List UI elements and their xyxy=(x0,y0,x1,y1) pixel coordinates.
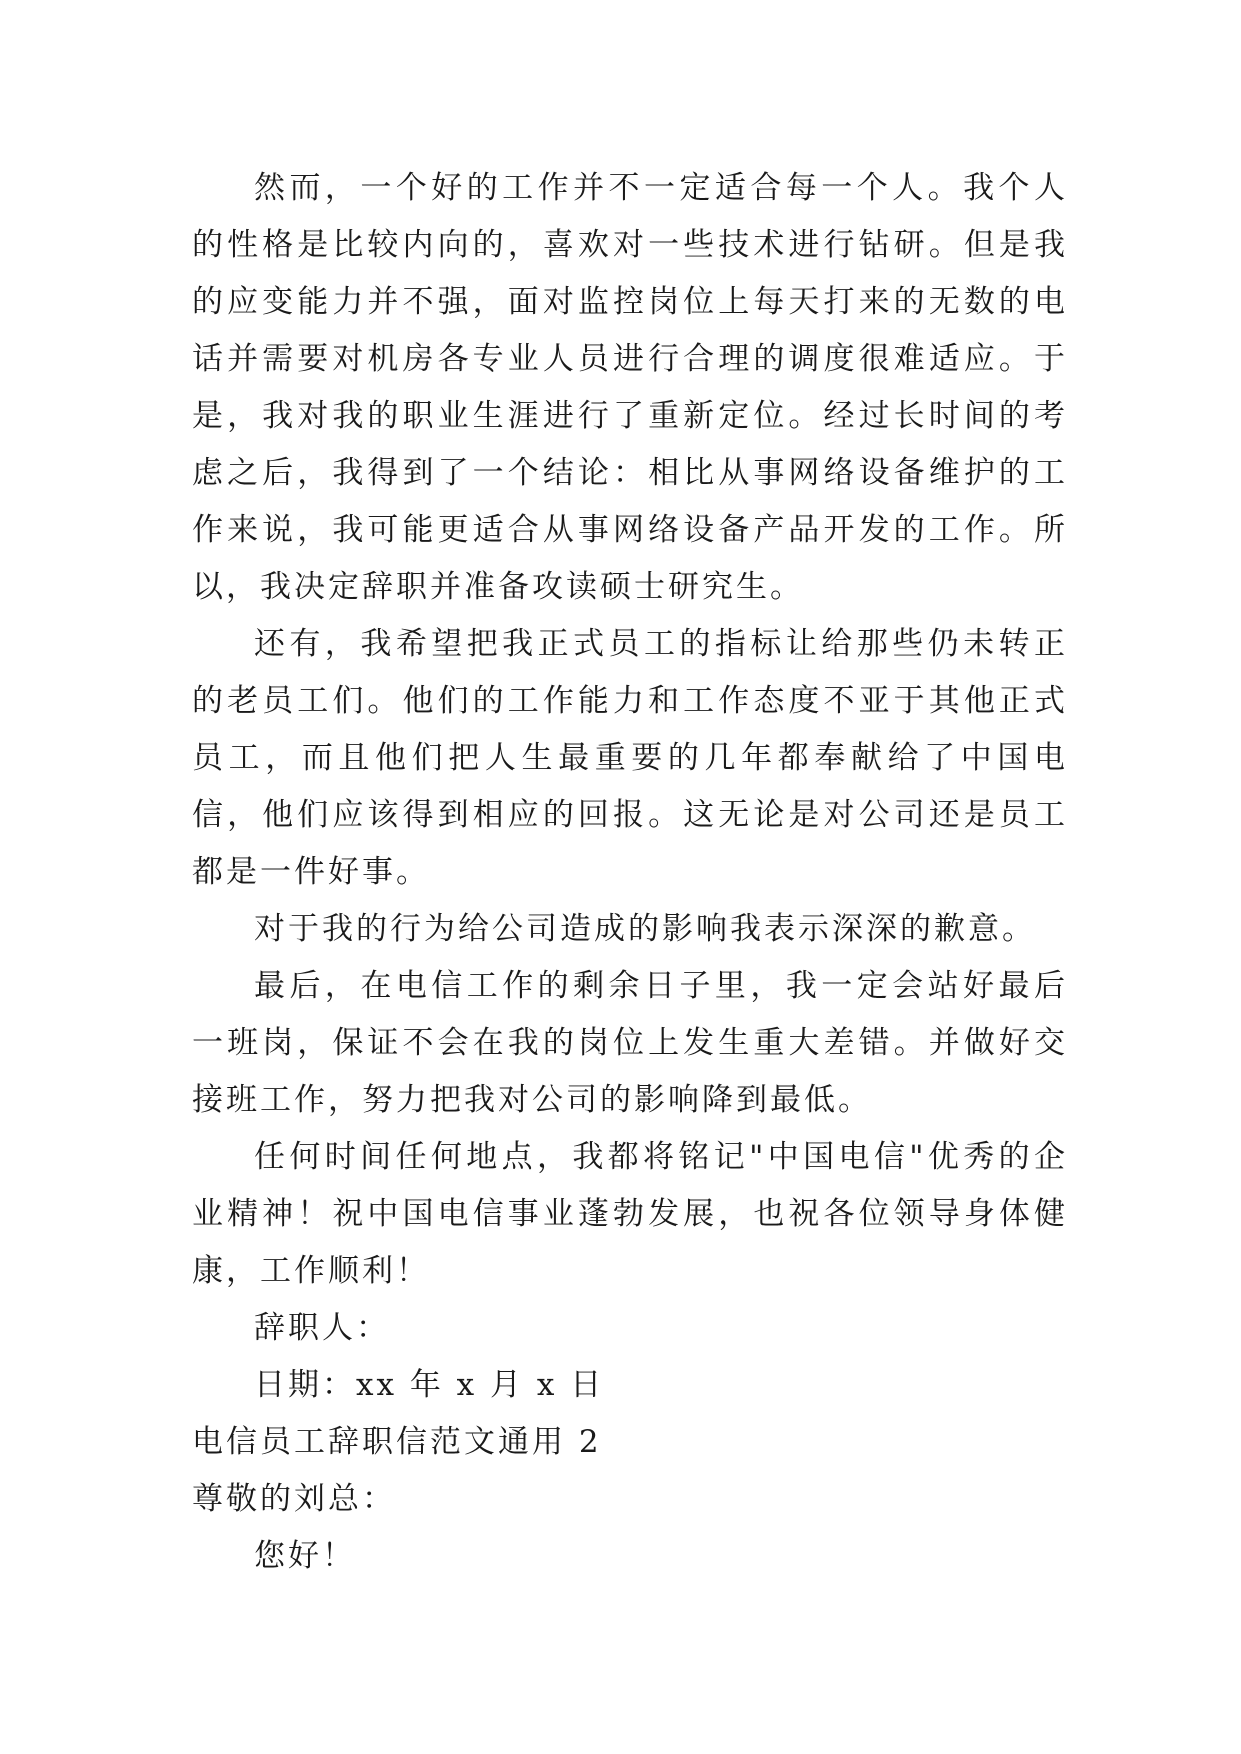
letter-body xyxy=(192,160,1068,1585)
paragraph-blessing: 任何时间任何地点，我都将铭记"中国电信"优秀的企业精神！祝中国电信事业蓬勃发展，也祝各位领导身体健康，工作顺利！ xyxy=(192,1139,1068,1289)
salutation: 尊敬的刘总： xyxy=(192,1481,396,1517)
section-title: 电信员工辞职信范文通用 2 xyxy=(192,1424,602,1460)
paragraph-apology: 对于我的行为给公司造成的影响我表示深深的歉意。 xyxy=(254,911,1036,947)
paragraph-career-reason: 然而，一个好的工作并不一定适合每一个人。我个人的性格是比较内向的，喜欢对一些技术进行钻研。但是我的应变能力并不强，面对监控岗位上每天打来的无数的电话并需要对机房各专业人员进行合理的调度很难适应。于是，我对我的职业生涯进行了重新定位。经过长时间的考虑之后，我得到了一个结论：相比从事网络设备维护的工作来说，我可能更适合从事网络设备产品开发的工作。所以，我决定辞职并准备攻读硕士研究生。 xyxy=(192,170,1068,605)
signature-line: 辞职人： xyxy=(254,1310,390,1346)
date-line: 日期：xx 年 x 月 x 日 xyxy=(254,1367,605,1403)
paragraph-staff-quota: 还有，我希望把我正式员工的指标让给那些仍未转正的老员工们。他们的工作能力和工作态度不亚于其他正式员工，而且他们把人生最重要的几年都奉献给了中国电信，他们应该得到相应的回报。这无论是对公司还是员工都是一件好事。 xyxy=(192,626,1068,890)
paragraph-handover: 最后，在电信工作的剩余日子里，我一定会站好最后一班岗，保证不会在我的岗位上发生重大差错。并做好交接班工作，努力把我对公司的影响降到最低。 xyxy=(192,968,1068,1118)
greeting: 您好！ xyxy=(254,1538,356,1574)
